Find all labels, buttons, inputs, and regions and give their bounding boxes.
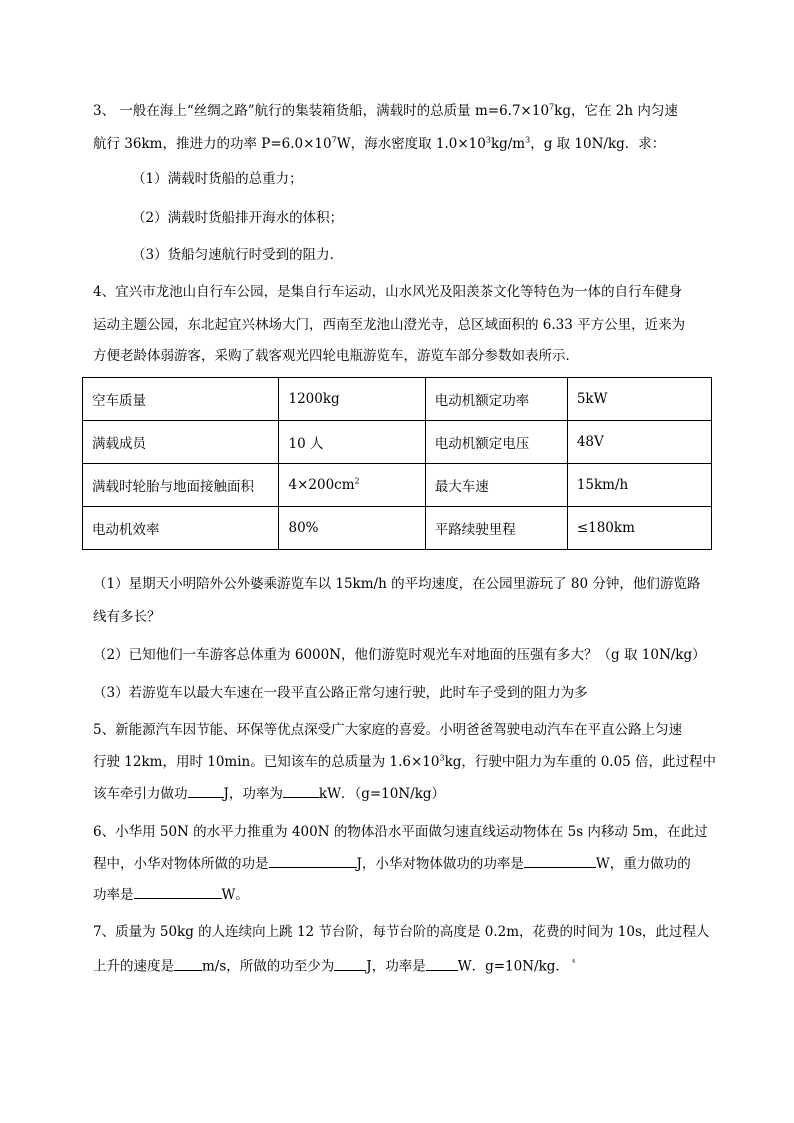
q4-sub-1a: （1）星期天小明陪外公外婆乘游览车以 15km/h 的平均速度，在公园里游玩了 80 分钟，他们游览路 [93,576,701,592]
q3-sub-1: （1）满载时货船的总重力； [132,171,303,187]
table-row [83,421,712,464]
q4-line-2: 运动主题公园，东北起宜兴林场大门，西南至龙池山澄光寺，总区域面积的 6.33 平方公里，近来为 [93,317,686,333]
q5-line-2: 行驶 12km，用时 10min。已知该车的总质量为 $1.6\times 10^3kg$，行驶中阻力为车重的 0.05 倍，此过程中 [93,753,717,770]
q4-line-1: 4、宜兴市龙池山自行车公园，是集自行车运动，山水风光及阳羡茶文化等特色为一体的自行车健身 [93,284,683,300]
q7-line-2: 上升的速度是 m/s，所做的功至少为 J，功率是 W．g=10N/kg． $^{^4}$ [93,953,575,977]
table-row [83,464,712,507]
table-cell: $4\times 200cm^2$ [279,464,425,507]
table-cell: 5kW [567,378,711,421]
q3-line-2: 航行 36km，推进力的功率 $P=6.0\times 10^7W$，海水密度取 $1.0\times 10^3kg/m^3$，g 取 10N/kg．求： [93,135,666,152]
table-cell: 1200kg [279,378,425,421]
answer-blank[interactable] [524,853,596,868]
q4-sub-1b: 线有多长？ [93,609,161,625]
table-cell: 15km/h [567,464,711,507]
q7-line-1: 7、质量为 50kg 的人连续向上跳 12 节台阶，每节台阶的高度是 0.2m，花费的时间为 10s，此过程人 [93,924,710,940]
q3-sub-2: （2）满载时货船排开海水的体积； [132,210,344,226]
parameter-table [82,377,712,550]
table-cell: 80% [279,507,425,550]
answer-blank[interactable] [426,956,458,971]
q5-line-1: 5、新能源汽车因节能、环保等优点深受广大家庭的喜爱。小明爸爸驾驶电动汽车在平直公路上匀速 [93,722,683,738]
table-cell: 电动机额定功率 [425,378,567,421]
answer-blank[interactable] [188,783,224,798]
table-cell: 平路续驶里程 [425,507,567,550]
table-row [83,378,712,421]
q3-sub-3: （3）货船匀速航行时受到的阻力． [132,247,344,263]
q6-line-1: 6、小华用 50N 的水平力推重为 400N 的物体沿水平面做匀速直线运动物体在 5s 内移动 5m，在此过 [93,824,708,840]
q6-line-2: 程中，小华对物体所做的功是 J，小华对物体做功的功率是 W，重力做功的 [93,853,691,874]
q5-line-3: 该车牵引力做功 J，功率为 kW．（g=10N/kg） [93,783,445,804]
q6-line-3: 功率是 W。 [93,884,249,905]
answer-blank[interactable] [134,884,222,899]
table-cell: 电动机额定电压 [425,421,567,464]
table-cell: 电动机效率 [83,507,279,550]
q4-sub-2: （2）已知他们一车游客总体重为 6000N，他们游览时观光车对地面的压强有多大？（g 取 10N/kg） [93,647,706,663]
answer-blank[interactable] [334,956,366,971]
table-cell: 满载成员 [83,421,279,464]
q3-line-1: 3、 一般在海上“丝绸之路”航行的集装箱货船，满载时的总质量 $m=6.7\times 10^7kg$，它在 2h 内匀速 [93,102,678,119]
table-cell: 10 人 [279,421,425,464]
paragraph-mark: ⁴ [571,958,576,967]
table-cell: 48V [567,421,711,464]
answer-blank[interactable] [269,853,357,868]
answer-blank[interactable] [174,956,202,971]
table-cell: 空车质量 [83,378,279,421]
q4-line-3: 方便老龄体弱游客，采购了载客观光四轮电瓶游览车，游览车部分参数如表所示． [93,348,579,364]
table-cell: 最大车速 [425,464,567,507]
answer-blank[interactable] [283,783,319,798]
table-cell: ≤180km [567,507,711,550]
table-cell: 满载时轮胎与地面接触面积 [83,464,279,507]
q4-sub-3: （3）若游览车以最大车速在一段平直公路正常匀速行驶，此时车子受到的阻力为多 [93,685,588,701]
table-row [83,507,712,550]
